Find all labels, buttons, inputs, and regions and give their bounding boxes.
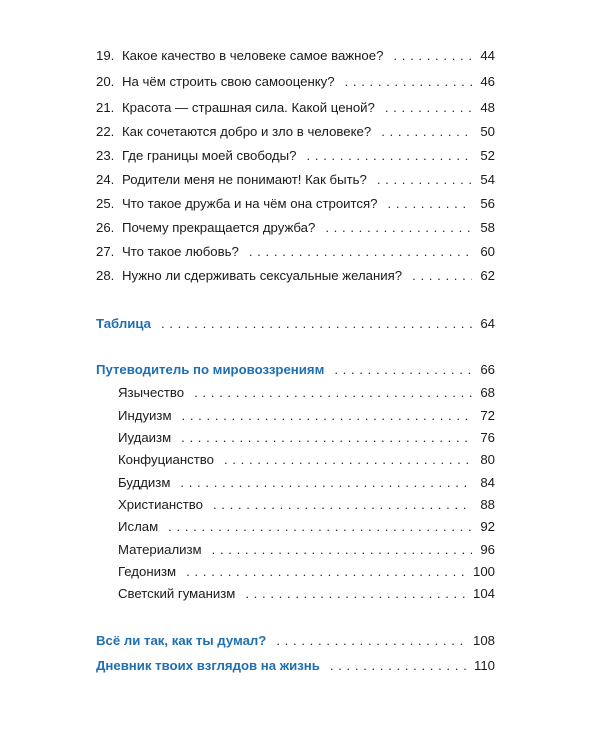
toc-entry-25[interactable] (96, 194, 495, 214)
entry-title: На чём строить свою самооценку? (122, 74, 335, 89)
dot-leader (168, 517, 472, 537)
entry-title: Что такое дружба и на чём она строится? (122, 196, 378, 211)
toc-entry-27[interactable] (96, 242, 495, 262)
entry-title: Как сочетаются добро и зло в человеке? (122, 124, 372, 139)
entry-number: 27. (96, 244, 115, 259)
dot-leader (334, 360, 472, 380)
subentry-title: Ислам (118, 519, 159, 534)
entry-page-number: 44 (480, 48, 495, 63)
dot-leader (388, 194, 473, 214)
entry-number: 19. (96, 48, 115, 63)
dot-leader (181, 428, 472, 448)
entry-title: Красота — страшная сила. Какой ценой? (122, 100, 375, 115)
toc-subentry-judaism[interactable] (118, 428, 495, 448)
subentry-title: Язычество (118, 385, 185, 400)
toc-section-is-it-so[interactable] (96, 631, 495, 651)
toc-entry-28[interactable] (96, 266, 495, 286)
dot-leader (330, 656, 466, 676)
dot-leader (412, 266, 472, 286)
subentry-page-number: 88 (480, 497, 495, 512)
entry-page-number: 58 (480, 220, 495, 235)
section-title: Путеводитель по мировоззрениям (96, 362, 325, 377)
dot-leader (306, 146, 472, 166)
section-title: Дневник твоих взглядов на жизнь (96, 658, 320, 673)
dot-leader (381, 122, 472, 142)
section-page-number: 110 (473, 658, 495, 673)
subentry-title: Буддизм (118, 475, 171, 490)
dot-leader (245, 584, 465, 604)
dot-leader (194, 383, 472, 403)
subentry-page-number: 76 (480, 430, 495, 445)
dot-leader (249, 242, 472, 262)
dot-leader (325, 218, 472, 238)
entry-title: Что такое любовь? (122, 244, 239, 259)
toc-section-table[interactable] (96, 314, 495, 334)
dot-leader (393, 46, 472, 66)
dot-leader (180, 473, 472, 493)
subentry-page-number: 96 (480, 542, 495, 557)
entry-page-number: 50 (480, 124, 495, 139)
toc-entry-26[interactable] (96, 218, 495, 238)
entry-page-number: 46 (480, 74, 495, 89)
toc-subentry-materialism[interactable] (118, 540, 495, 560)
subentry-page-number: 92 (480, 519, 495, 534)
subentry-title: Светский гуманизм (118, 586, 236, 601)
toc-entry-19[interactable] (96, 46, 495, 66)
dot-leader (186, 562, 465, 582)
section-title: Таблица (96, 316, 151, 331)
subentry-title: Христианство (118, 497, 203, 512)
dot-leader (224, 450, 472, 470)
dot-leader (276, 631, 465, 651)
subentry-page-number: 104 (472, 586, 495, 601)
entry-page-number: 54 (480, 172, 495, 187)
dot-leader (377, 170, 473, 190)
entry-number: 25. (96, 196, 115, 211)
entry-page-number: 56 (480, 196, 495, 211)
dot-leader (385, 98, 472, 118)
entry-number: 22. (96, 124, 115, 139)
subentry-title: Конфуцианство (118, 452, 214, 467)
dot-leader (212, 540, 473, 560)
toc-subentry-secular-humanism[interactable] (118, 584, 495, 604)
subentry-title: Материализм (118, 542, 202, 557)
dot-leader (213, 495, 472, 515)
entry-number: 28. (96, 268, 115, 283)
entry-page-number: 62 (480, 268, 495, 283)
toc-entry-21[interactable] (96, 98, 495, 118)
section-page-number: 64 (480, 316, 495, 331)
subentry-page-number: 84 (480, 475, 495, 490)
section-title: Всё ли так, как ты думал? (96, 633, 267, 648)
subentry-title: Гедонизм (118, 564, 177, 579)
toc-entry-24[interactable] (96, 170, 495, 190)
toc-subentry-hedonism[interactable] (118, 562, 495, 582)
subentry-title: Иудаизм (118, 430, 172, 445)
toc-subentry-paganism[interactable] (118, 383, 495, 403)
dot-leader (345, 72, 473, 92)
entry-title: Родители меня не понимают! Как быть? (122, 172, 367, 187)
section-page-number: 108 (472, 633, 495, 648)
section-page-number: 66 (480, 362, 495, 377)
toc-entry-23[interactable] (96, 146, 495, 166)
entry-title: Где границы моей свободы? (122, 148, 297, 163)
entry-number: 26. (96, 220, 115, 235)
toc-subentry-buddhism[interactable] (118, 473, 495, 493)
toc-section-guide[interactable] (96, 360, 495, 380)
toc-subentry-islam[interactable] (118, 517, 495, 537)
entry-number: 20. (96, 74, 115, 89)
subentry-page-number: 72 (480, 408, 495, 423)
entry-page-number: 48 (480, 100, 495, 115)
entry-page-number: 52 (480, 148, 495, 163)
entry-title: Какое качество в человеке самое важное? (122, 48, 384, 63)
entry-title: Нужно ли сдерживать сексуальные желания? (122, 268, 403, 283)
dot-leader (182, 406, 473, 426)
entry-number: 24. (96, 172, 115, 187)
entry-number: 23. (96, 148, 115, 163)
toc-subentry-hinduism[interactable] (118, 406, 495, 426)
entry-number: 21. (96, 100, 115, 115)
entry-page-number: 60 (480, 244, 495, 259)
dot-leader (161, 314, 472, 334)
toc-subentry-confucianism[interactable] (118, 450, 495, 470)
toc-subentry-christianity[interactable] (118, 495, 495, 515)
subentry-page-number: 80 (480, 452, 495, 467)
entry-title: Почему прекращается дружба? (122, 220, 316, 235)
toc-entry-20[interactable] (96, 72, 495, 92)
toc-section-diary[interactable] (96, 656, 495, 676)
subentry-title: Индуизм (118, 408, 172, 423)
subentry-page-number: 68 (480, 385, 495, 400)
subentry-page-number: 100 (472, 564, 495, 579)
toc-entry-22[interactable] (96, 122, 495, 142)
